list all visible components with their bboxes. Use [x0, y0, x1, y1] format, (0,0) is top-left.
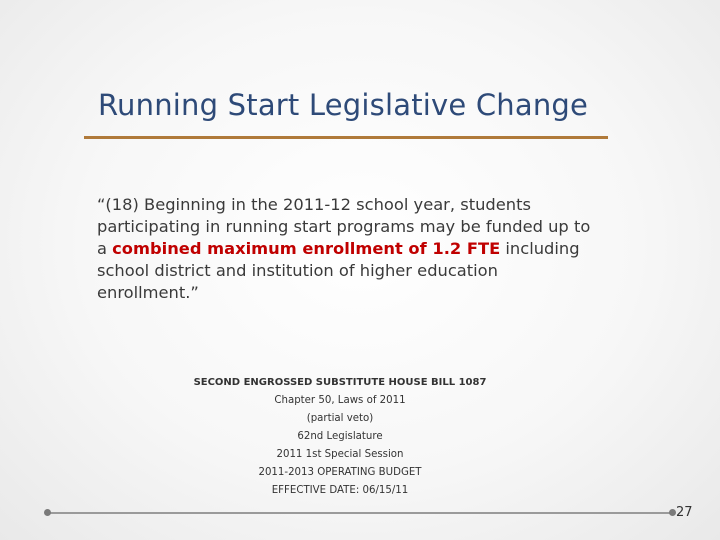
- quote-after: including school district and institution of higher education enrollment.”: [97, 239, 580, 302]
- citation-bill: SECOND ENGROSSED SUBSTITUTE HOUSE BILL 1087: [193, 377, 487, 388]
- citation-veto: (partial veto): [306, 413, 374, 424]
- quote-text: [97, 194, 597, 304]
- slide-title: Running Start Legislative Change: [98, 88, 589, 122]
- citation-budget: 2011-2013 OPERATING BUDGET: [258, 467, 422, 478]
- title-underline: [84, 136, 608, 139]
- citation-chapter: Chapter 50, Laws of 2011: [274, 395, 406, 406]
- citation-effective-date: EFFECTIVE DATE: 06/15/11: [271, 485, 409, 496]
- quote-before: “(18) Beginning in the 2011-12 school year, students participating in running start programs may be funded up to a: [97, 195, 591, 258]
- bill-citation: [190, 374, 490, 500]
- citation-session: 2011 1st Special Session: [276, 449, 404, 460]
- footer-right-dot: [669, 509, 676, 516]
- footer-left-dot: [44, 509, 51, 516]
- page-number: 27: [676, 505, 693, 520]
- citation-legislature: 62nd Legislature: [297, 431, 383, 442]
- footer-rule: [48, 512, 672, 514]
- quote-highlight: combined maximum enrollment of 1.2 FTE: [112, 239, 501, 258]
